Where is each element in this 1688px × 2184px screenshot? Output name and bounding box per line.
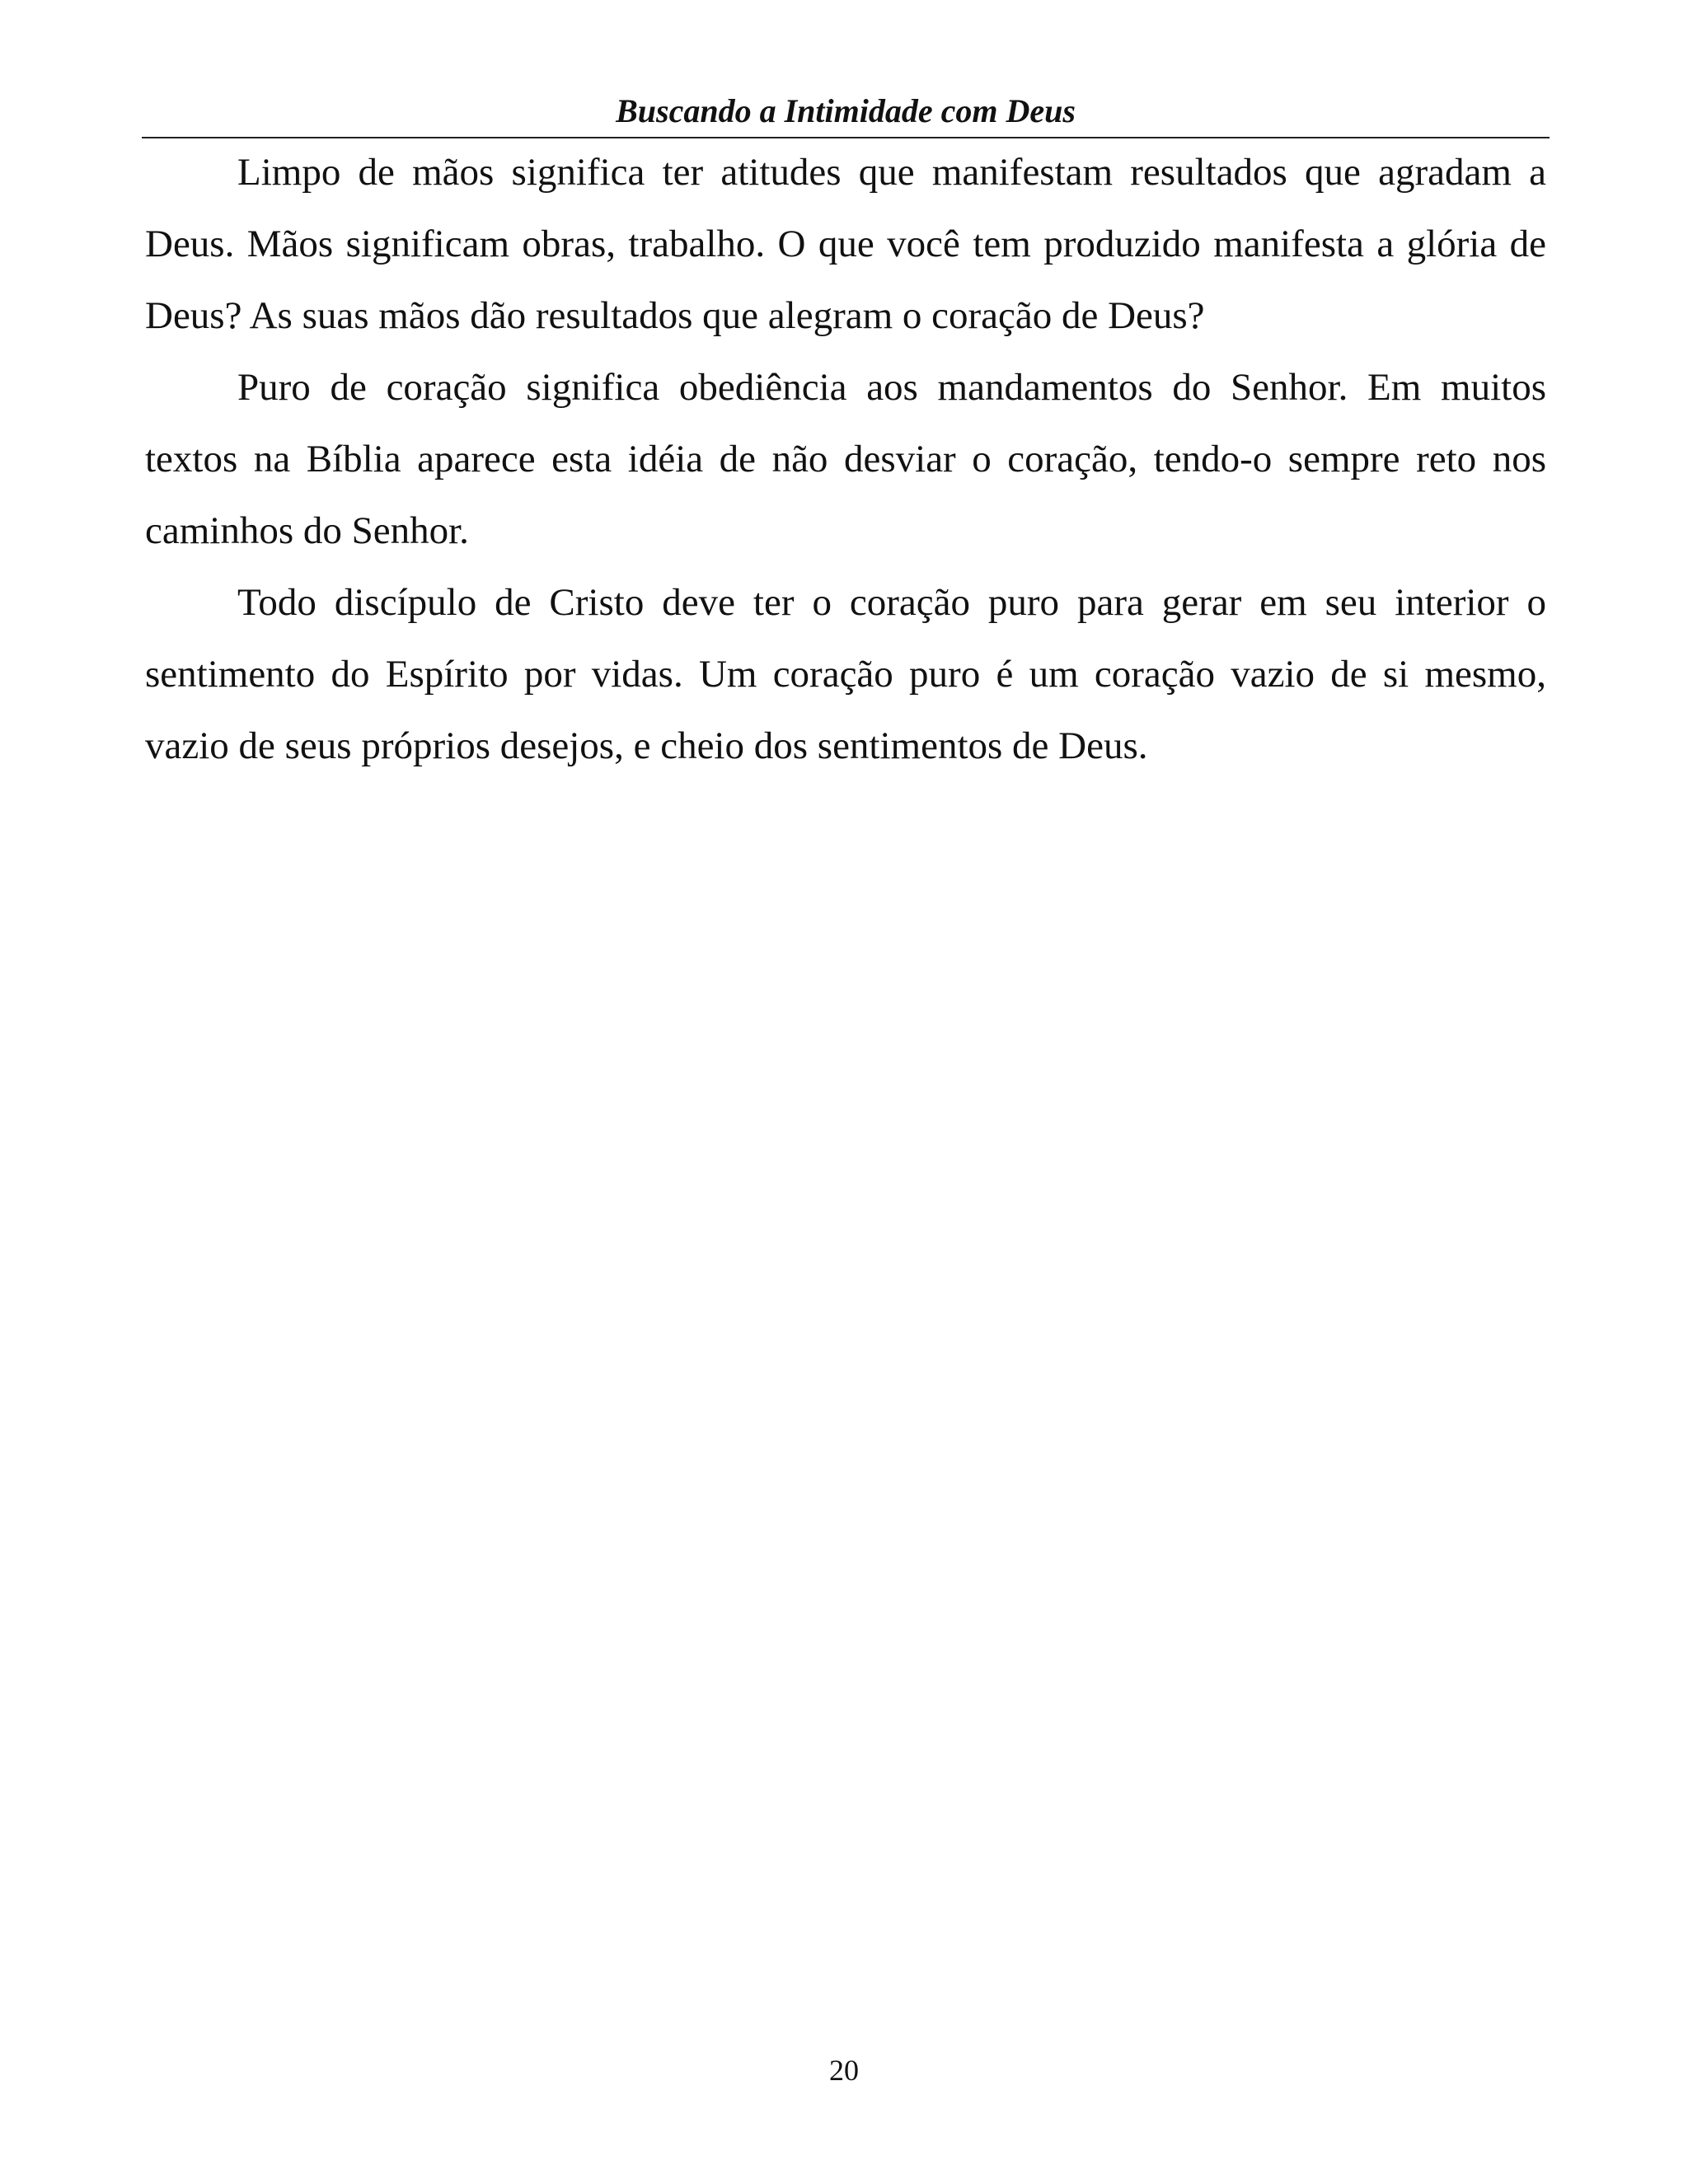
page-number: 20 [829,2054,859,2087]
book-title: Buscando a Intimidade com Deus [616,92,1076,129]
paragraph-disciple: Todo discípulo de Cristo deve ter o coração puro para gerar em seu interior o sentimento do Espírito por vidas. Um coração puro é um coração vazio de si mesmo, vazio de seus próprios desejos, e cheio dos sentimentos de Deus. [145,581,1546,767]
body-text [145,137,1546,782]
paragraph-clean-hands: Limpo de mãos significa ter atitudes que manifestam resultados que agradam a Deus. Mãos significam obras, trabalho. O que você tem produzido manifesta a glória de Deus? As suas mãos dão resultados que alegram o coração de Deus? [145,151,1546,337]
running-header [142,91,1550,138]
paragraph-pure-heart: Puro de coração significa obediência aos mandamentos do Senhor. Em muitos textos na Bíblia aparece esta idéia de não desviar o coração, tendo-o sempre reto nos caminhos do Senhor. [145,366,1546,552]
